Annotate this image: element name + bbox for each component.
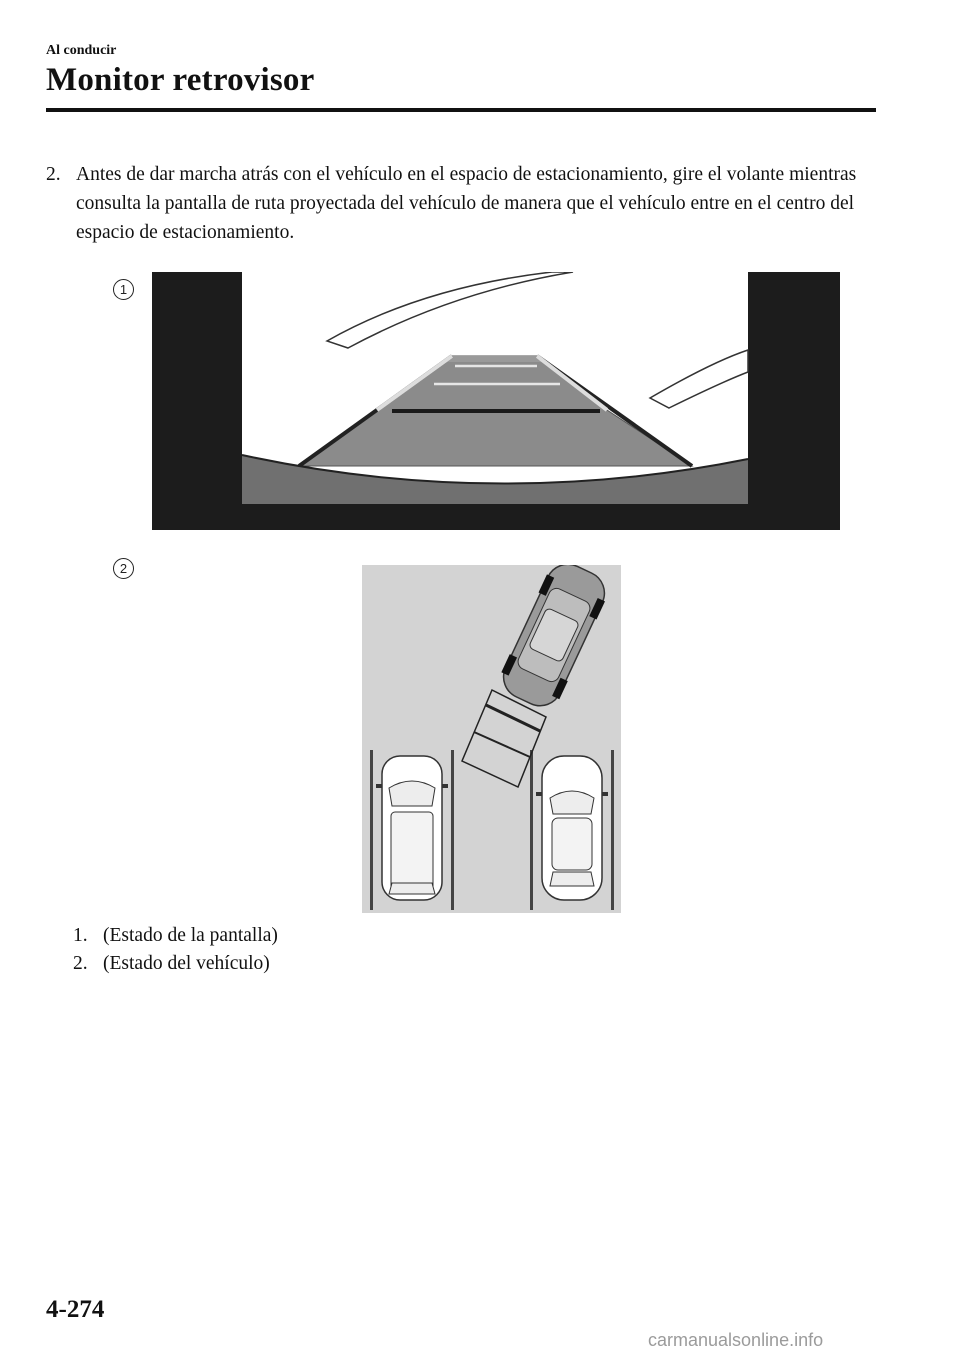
figure-marker-2: 2: [113, 558, 134, 579]
parking-illustration: [362, 565, 621, 913]
parking-line-1: [370, 750, 373, 910]
caption-text: (Estado de la pantalla): [103, 925, 278, 946]
step-number: 2.: [46, 164, 61, 185]
caption-number: 1.: [73, 925, 88, 946]
parking-line-3: [530, 750, 533, 910]
guide-zone-far: [447, 356, 542, 362]
caption-row: [73, 922, 278, 950]
parking-line-2: [451, 750, 454, 910]
page-title: Monitor retrovisor: [46, 62, 315, 98]
step-paragraph: [46, 160, 866, 247]
parked-sedan: [536, 756, 608, 900]
parking-line-4: [611, 750, 614, 910]
title-rule: [46, 108, 876, 112]
caption-row: [73, 950, 278, 978]
figure-captions: [73, 922, 278, 978]
parked-suv: [376, 756, 448, 900]
caption-number: 2.: [73, 953, 88, 974]
camera-screen-illustration: [152, 272, 840, 530]
caption-text: (Estado del vehículo): [103, 953, 270, 974]
section-label: Al conducir: [46, 43, 117, 58]
watermark: carmanualsonline.info: [648, 1330, 824, 1350]
page-number: 4-274: [46, 1296, 105, 1323]
step-text: Antes de dar marcha atrás con el vehículo en el espacio de estacionamiento, gire el volante mientras consulta la pantalla de ruta proyectada del vehículo de manera que el vehículo entre en el centro del espacio de estacionamiento.: [76, 164, 857, 243]
figure-marker-1: 1: [113, 279, 134, 300]
